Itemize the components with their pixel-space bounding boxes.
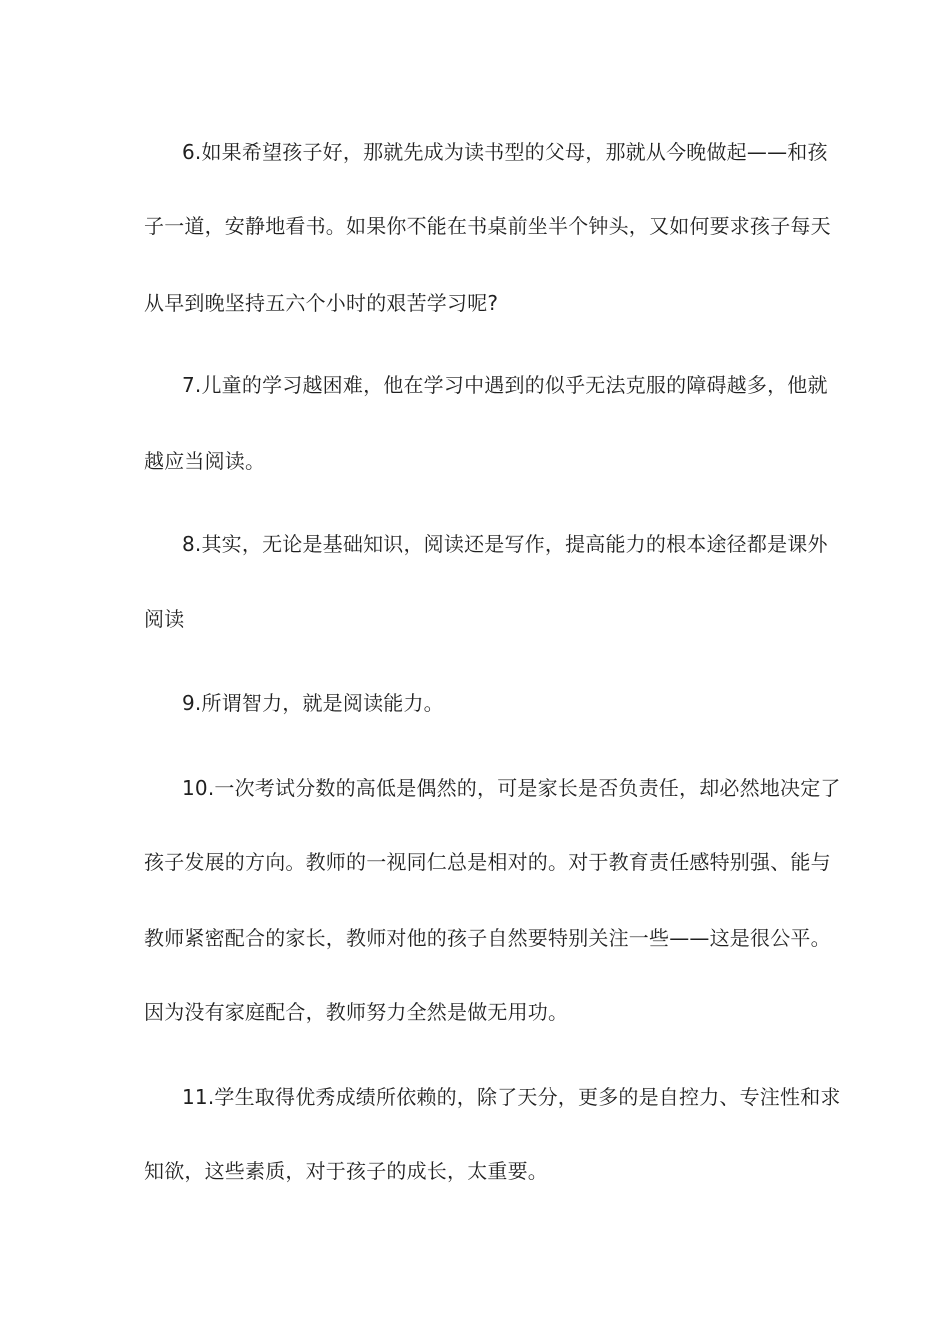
- paragraph-11-line-1: 11.学生取得优秀成绩所依赖的，除了天分，更多的是自控力、专注性和求: [182, 1085, 841, 1109]
- paragraph-10-line-2: 孩子发展的方向。教师的一视同仁总是相对的。对于教育责任感特别强、能与: [144, 850, 831, 874]
- paragraph-7-line-1: 7.儿童的学习越困难，他在学习中遇到的似乎无法克服的障碍越多，他就: [182, 373, 828, 397]
- paragraph-6-line-2: 子一道，安静地看书。如果你不能在书桌前坐半个钟头，又如何要求孩子每天: [144, 214, 831, 238]
- paragraph-8-line-2: 阅读: [144, 607, 185, 631]
- paragraph-7-line-2: 越应当阅读。: [144, 449, 266, 473]
- paragraph-6-line-3: 从早到晚坚持五六个小时的艰苦学习呢?: [144, 291, 499, 315]
- paragraph-11-line-2: 知欲，这些素质，对于孩子的成长，太重要。: [144, 1159, 548, 1183]
- paragraph-9-line-1: 9.所谓智力，就是阅读能力。: [182, 691, 444, 715]
- paragraph-10-line-1: 10.一次考试分数的高低是偶然的，可是家长是否负责任，却必然地决定了: [182, 776, 841, 800]
- paragraph-8-line-1: 8.其实，无论是基础知识，阅读还是写作，提高能力的根本途径都是课外: [182, 532, 828, 556]
- paragraph-10-line-3: 教师紧密配合的家长，教师对他的孩子自然要特别关注一些——这是很公平。: [144, 926, 831, 950]
- paragraph-6-line-1: 6.如果希望孩子好，那就先成为读书型的父母，那就从今晚做起——和孩: [182, 140, 828, 164]
- paragraph-10-line-4: 因为没有家庭配合，教师努力全然是做无用功。: [144, 1000, 569, 1024]
